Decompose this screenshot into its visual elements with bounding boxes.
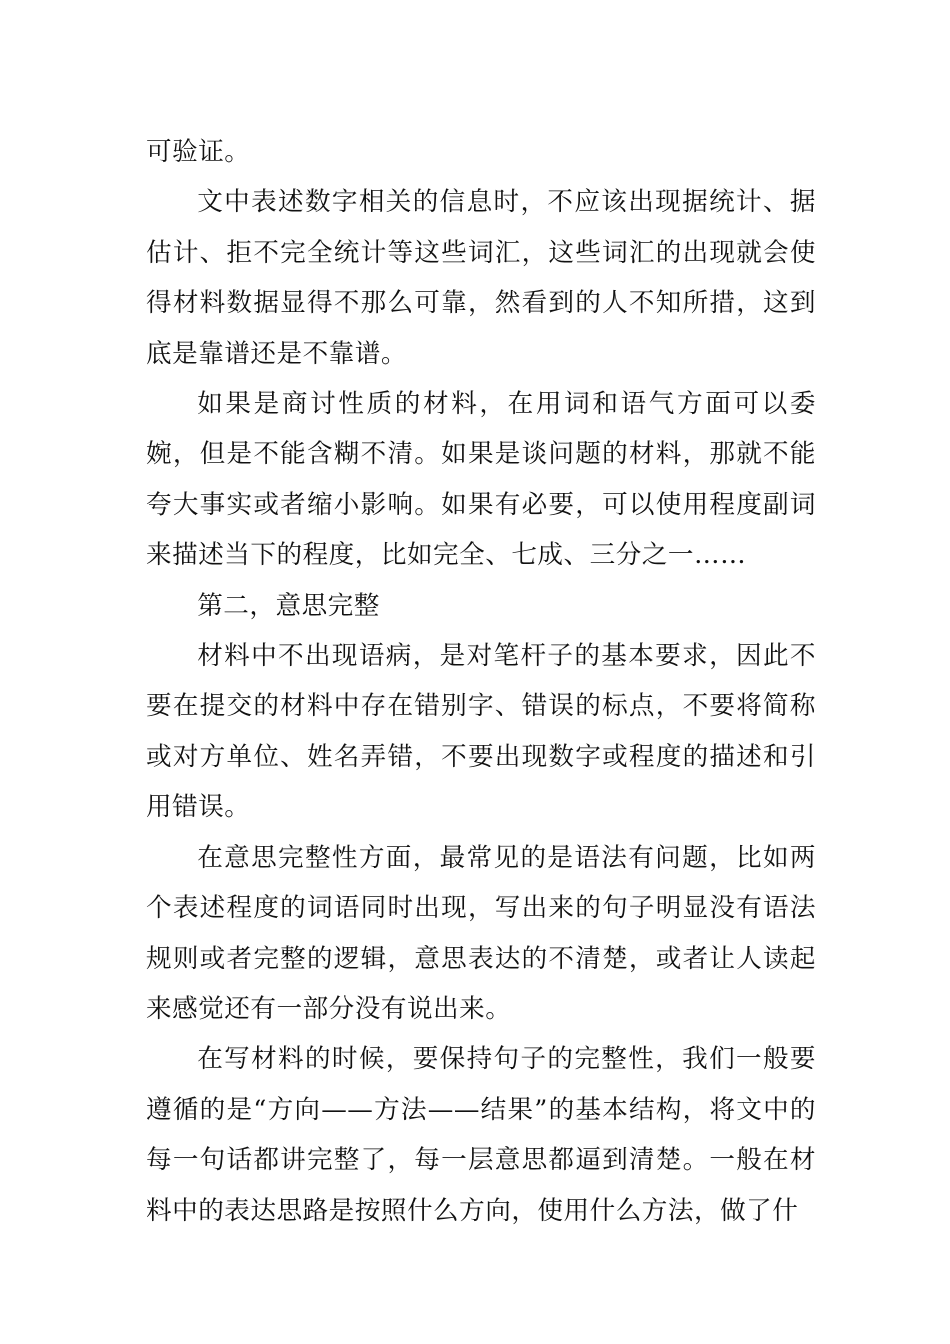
paragraph-grammar: 在意思完整性方面，最常见的是语法有问题，比如两个表述程度的词语同时出现，写出来的句子明显没有语法规则或者完整的逻辑，意思表达的不清楚，或者让人读起来感觉还有一部分没有说出来。 — [146, 842, 816, 1024]
document-body — [146, 127, 816, 1236]
paragraph-no-errors: 材料中不出现语病，是对笔杆子的基本要求，因此不要在提交的材料中存在错别字、错误的标点，不要将简称或对方单位、姓名弄错，不要出现数字或程度的描述和引用错误。 — [146, 641, 816, 823]
paragraph-continuation: 可验证。 — [146, 137, 251, 167]
section-heading-completeness: 第二，意思完整 — [197, 590, 380, 621]
paragraph-structure: 在写材料的时候，要保持句子的完整性，我们一般要遵循的是“方向——方法——结果”的基本结构，将文中的每一句话都讲完整了，每一层意思都逼到清楚。一般在材料中的表达思路是按照什么方向，使用什么方法，做了什 — [146, 1044, 816, 1226]
paragraph-number-wording: 文中表述数字相关的信息时，不应该出现据统计、据估计、拒不完全统计等这些词汇，这些词汇的出现就会使得材料数据显得不那么可靠，然看到的人不知所措，这到底是靠谱还是不靠谱。 — [146, 187, 816, 369]
paragraph-tone: 如果是商讨性质的材料，在用词和语气方面可以委婉，但是不能含糊不清。如果是谈问题的材料，那就不能夸大事实或者缩小影响。如果有必要，可以使用程度副词来描述当下的程度，比如完全、七成、三分之一…… — [146, 389, 816, 571]
